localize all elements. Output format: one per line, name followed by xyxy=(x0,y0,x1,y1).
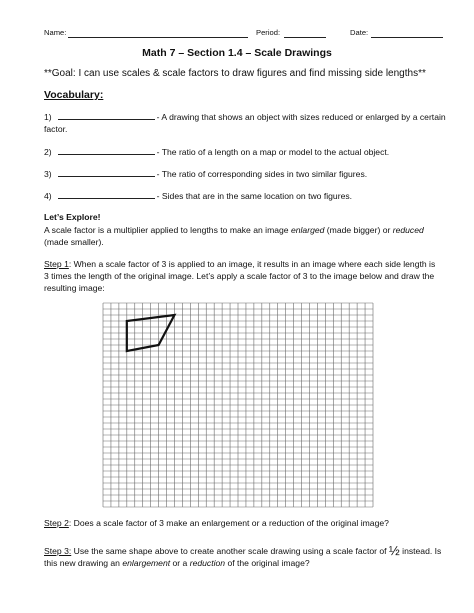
name-field[interactable] xyxy=(68,28,248,38)
step2-text xyxy=(44,517,389,529)
enlarged-term: enlarged xyxy=(290,225,325,235)
vocab-blank-1[interactable] xyxy=(58,111,155,120)
vocab-definition: - A drawing that shows an object with sizes reduced or enlarged by a certain xyxy=(156,112,446,122)
enlargement-term: enlargement xyxy=(122,558,171,568)
explore-text-part: (made smaller). xyxy=(44,237,104,247)
step2-question: : Does a scale factor of 3 make an enlargement or a reduction of the original image? xyxy=(68,518,389,528)
name-label: Name: xyxy=(44,28,67,37)
vocab-blank-4[interactable] xyxy=(58,190,155,199)
step1-text xyxy=(44,258,449,294)
graph-grid[interactable] xyxy=(102,302,374,508)
step2-label: Step 2 xyxy=(44,518,69,528)
step3-question: or a xyxy=(170,558,190,568)
explore-heading: Let’s Explore! xyxy=(44,212,101,222)
date-field[interactable] xyxy=(371,28,443,38)
vocab-definition-cont: factor. xyxy=(44,124,68,134)
vocab-item-4 xyxy=(44,190,352,202)
page-title: Math 7 – Section 1.4 – Scale Drawings xyxy=(142,47,332,59)
step1-line: 3 times the length of the original image. Let’s apply a scale factor of 3 to the image below and draw the xyxy=(44,271,435,281)
step3-label: Step 3: xyxy=(44,546,72,556)
explore-text-part: A scale factor is a multiplier applied to lengths to make an image xyxy=(44,225,291,235)
period-field[interactable] xyxy=(284,28,326,38)
vocab-number: 3) xyxy=(44,169,52,179)
step3-question: Use the same shape above to create another scale drawing using a scale factor of xyxy=(71,546,389,556)
date-label: Date: xyxy=(350,28,369,37)
explore-text xyxy=(44,224,444,248)
goal-text: **Goal: I can use scales & scale factors to draw figures and find missing side lengths** xyxy=(44,68,426,79)
reduction-term: reduction xyxy=(189,558,226,568)
fraction-one-half: ½ xyxy=(388,543,400,558)
step1-label: Step 1 xyxy=(44,259,69,269)
vocab-definition: - Sides that are in the same location on two figures. xyxy=(156,191,353,201)
step3-question: instead. Is xyxy=(399,546,442,556)
step3-text xyxy=(44,545,464,569)
step3-question: of the original image? xyxy=(225,558,310,568)
vocab-definition: - The ratio of corresponding sides in two similar figures. xyxy=(156,169,368,179)
vocab-item-2 xyxy=(44,146,389,158)
vocab-number: 4) xyxy=(44,191,52,201)
step3-question: this new drawing an xyxy=(44,558,123,568)
grid-lines xyxy=(103,303,373,507)
vocab-number: 2) xyxy=(44,147,52,157)
header-row xyxy=(44,28,444,40)
reduced-term: reduced xyxy=(392,225,424,235)
vocab-item-1 xyxy=(44,111,446,135)
vocab-blank-3[interactable] xyxy=(58,168,155,177)
vocab-blank-2[interactable] xyxy=(58,146,155,155)
step1-line: : When a scale factor of 3 is applied to an image, it results in an image where each side length is xyxy=(68,259,436,269)
explore-text-part: (made bigger) or xyxy=(324,225,393,235)
vocabulary-heading: Vocabulary: xyxy=(44,89,104,101)
vocab-definition: - The ratio of a length on a map or model to the actual object. xyxy=(156,147,390,157)
period-label: Period: xyxy=(256,28,281,37)
vocab-number: 1) xyxy=(44,112,52,122)
vocab-item-3 xyxy=(44,168,367,180)
step1-line: resulting image: xyxy=(44,283,105,293)
